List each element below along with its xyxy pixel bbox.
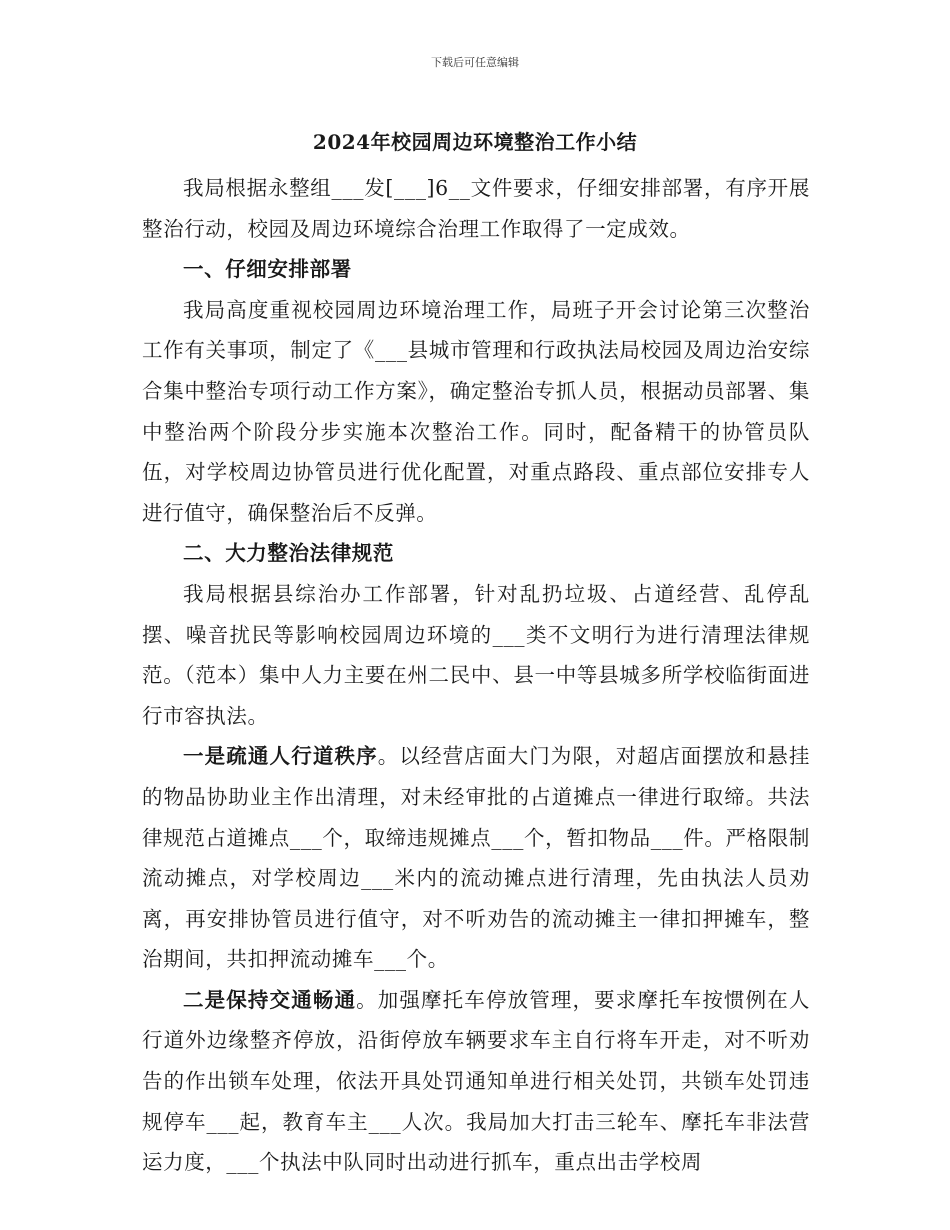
document-body	[142, 168, 810, 1183]
page-header-note: 下载后可任意编辑	[431, 56, 519, 69]
intro-paragraph: 我局根据永整组___发[___]6__文件要求，仔细安排部署，有序开展整治行动，校园及周边环境综合治理工作取得了一定成效。	[142, 176, 810, 241]
item-1-paragraph	[142, 736, 810, 980]
item-2-body: 。加强摩托车停放管理，要求摩托车按惯例在人行道外边缘整齐停放，沿街停放车辆要求车主自行将车开走，对不听劝告的作出锁车处理，依法开具处罚通知单进行相关处罚，共锁车处罚违规停车___起，教育车主___人次。我局加大打击三轮车、摩托车非法营运力度，___个执法中队同时出动进行抓车，重点出击学校周	[142, 987, 810, 1175]
section-1-paragraph: 我局高度重视校园周边环境治理工作，局班子开会讨论第三次整治工作有关事项，制定了《___县城市管理和行政执法局校园及周边治安综合集中整治专项行动工作方案》，确定整治专抓人员，根据动员部署、集中整治两个阶段分步实施本次整治工作。同时，配备精干的协管员队伍，对学校周边协管员进行优化配置，对重点路段、重点部位安排专人进行值守，确保整治后不反弹。	[142, 297, 810, 525]
section-2-paragraph: 我局根据县综治办工作部署，针对乱扔垃圾、占道经营、乱停乱摆、噪音扰民等影响校园周边环境的___类不文明行为进行清理法律规范。（范本）集中人力主要在州二民中、县一中等县城多所学校临街面进行市容执法。	[142, 581, 810, 728]
item-2-lead: 二是保持交通畅通	[183, 987, 357, 1012]
document-title: 2024年校园周边环境整治工作小结	[312, 130, 638, 154]
item-2-paragraph	[142, 980, 810, 1183]
section-heading-2: 二、大力整治法律规范	[183, 541, 394, 566]
item-1-body: 。以经营店面大门为限，对超店面摆放和悬挂的物品协助业主作出清理，对未经审批的占道摊点一律进行取缔。共法律规范占道摊点___个，取缔违规摊点___个，暂扣物品___件。严格限制流动摊点，对学校周边___米内的流动摊点进行清理，先由执法人员劝离，再安排协管员进行值守，对不听劝告的流动摊主一律扣押摊车，整治期间，共扣押流动摊车___个。	[142, 744, 811, 972]
section-heading-1: 一、仔细安排部署	[183, 257, 352, 282]
item-1-lead: 一是疏通人行道秩序	[183, 744, 378, 769]
